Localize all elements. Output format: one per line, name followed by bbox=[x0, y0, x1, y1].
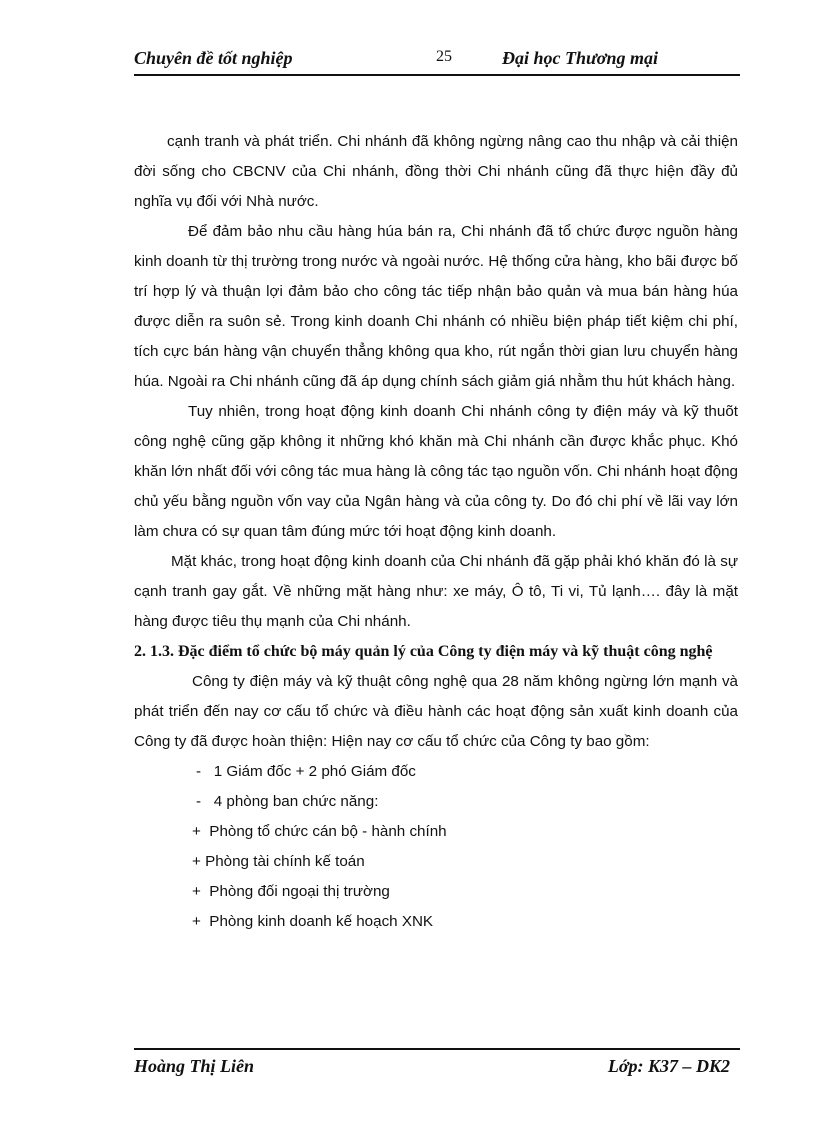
page-header bbox=[134, 48, 740, 76]
section-heading: 2. 1.3. Đặc điểm tổ chức bộ máy quản lý của Công ty điện máy và kỹ thuật công nghệ bbox=[134, 643, 713, 660]
paragraph-2: Để đảm bảo nhu cầu hàng húa bán ra, Chi nhánh đã tổ chức được nguồn hàng kinh doanh từ thị trường trong nước và ngoài nước. Hệ thống cửa hàng, kho bãi được bố trí hợp lý và thuận lợi đảm bảo cho công tác tiếp nhận bảo quản và mua bán hàng húa được diễn ra suôn sẻ. Trong kinh doanh Chi nhánh có nhiều biện pháp tiết kiệm chi phí, tích cực bán hàng vận chuyển thẳng không qua kho, rút ngắn thời gian lưu chuyển hàng húa. Ngoài ra Chi nhánh cũng đã áp dụng chính sách giảm giá nhằm thu hút khách hàng. bbox=[134, 223, 738, 390]
list-item: + Phòng đối ngoại thị trường bbox=[192, 883, 390, 900]
list-item: + Phòng tài chính kế toán bbox=[192, 853, 365, 870]
paragraph-1: cạnh tranh và phát triển. Chi nhánh đã không ngừng nâng cao thu nhập và cải thiện đời sống cho CBCNV của Chi nhánh, đồng thời Chi nhánh cũng đã thực hiện đầy đủ nghĩa vụ đối với Nhà nước. bbox=[134, 133, 738, 210]
page-body bbox=[134, 127, 738, 937]
page-number: 25 bbox=[436, 48, 452, 65]
list-item: - 1 Giám đốc + 2 phó Giám đốc bbox=[196, 763, 416, 780]
document-title: Chuyên đề tốt nghiệp bbox=[134, 48, 293, 68]
section-intro: Công ty điện máy và kỹ thuật công nghệ qua 28 năm không ngừng lớn mạnh và phát triển đến nay cơ cấu tổ chức và điều hành các hoạt động sản xuất kinh doanh của Công ty đã được hoàn thiện: Hiện nay cơ cấu tổ chức của Công ty bao gồm: bbox=[134, 673, 738, 750]
paragraph-3: Tuy nhiên, trong hoạt động kinh doanh Chi nhánh công ty điện máy và kỹ thuõt công nghệ cũng gặp không it những khó khăn mà Chi nhánh cần được khắc phục. Khó khăn lớn nhất đối với công tác mua hàng là công tác tạo nguồn vốn. Chi nhánh hoạt động chủ yếu bằng nguồn vốn vay của Ngân hàng và của công ty. Do đó chi phí về lãi vay lớn làm chưa có sự quan tâm đúng mức tới hoạt động kinh doanh. bbox=[134, 403, 738, 540]
organization-list bbox=[134, 757, 738, 937]
list-item: - 4 phòng ban chức năng: bbox=[196, 793, 379, 810]
paragraph-4: Mặt khác, trong hoạt động kinh doanh của Chi nhánh đã gặp phải khó khăn đó là sự cạnh tranh gay gắt. Về những mặt hàng như: xe máy, Ô tô, Ti vi, Tủ lạnh…. đây là mặt hàng được tiêu thụ mạnh của Chi nhánh. bbox=[134, 553, 738, 630]
list-item: + Phòng tổ chức cán bộ - hành chính bbox=[192, 823, 447, 840]
page-footer bbox=[134, 1048, 740, 1080]
author-name: Hoàng Thị Liên bbox=[134, 1056, 255, 1076]
list-item: + Phòng kinh doanh kế hoạch XNK bbox=[192, 913, 434, 930]
class-label: Lớp: K37 – DK2 bbox=[607, 1056, 730, 1076]
university-name: Đại học Thương mại bbox=[502, 48, 658, 68]
